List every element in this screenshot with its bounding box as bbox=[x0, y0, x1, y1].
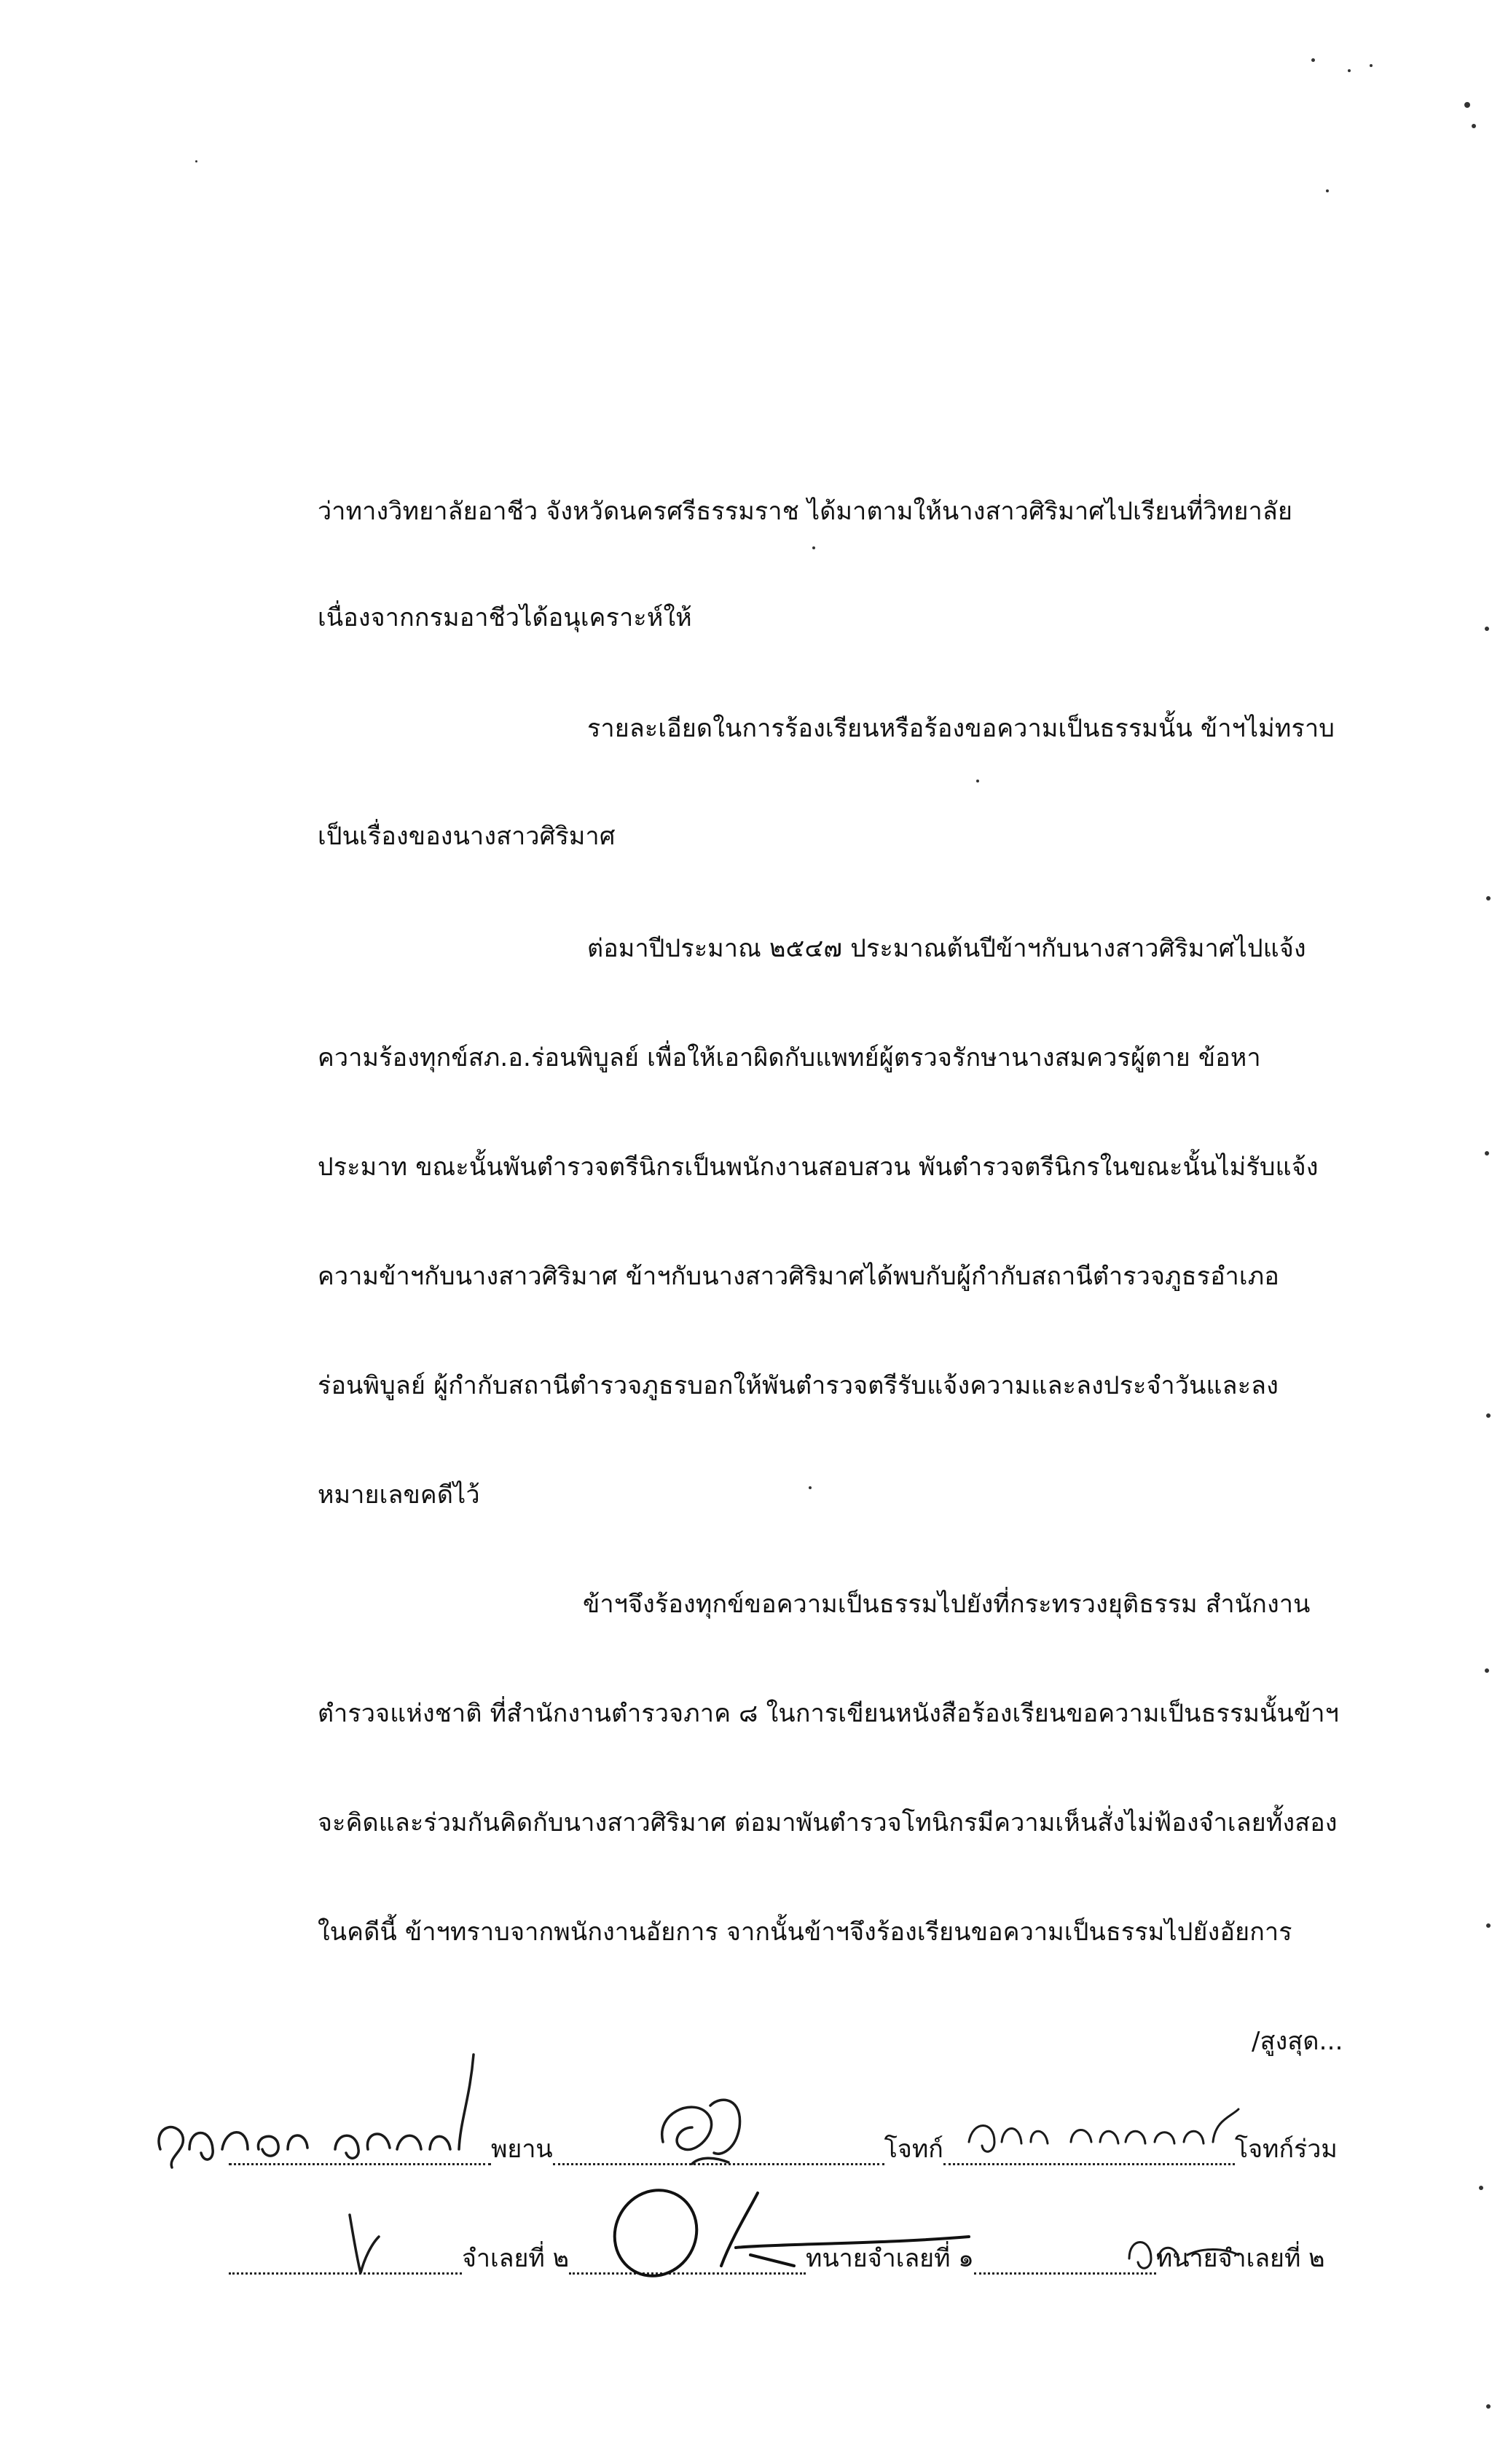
lawyer2-label: ทนายจำเลยที่ ๒ bbox=[1155, 2244, 1325, 2273]
body-line-2: เนื่องจากกรมอาชีวได้อนุเคราะห์ให้ bbox=[318, 603, 692, 632]
body-line-7: ประมาท ขณะนั้นพันตำรวจตรีนิกรเป็นพนักงานสอบสวน พันตำรวจตรีนิกรในขณะนั้นไม่รับแจ้ง bbox=[318, 1153, 1319, 1182]
plaintiff-label: โจทก์ bbox=[884, 2135, 943, 2164]
defendant2-handwritten-signature bbox=[321, 2200, 393, 2280]
body-line-11: ข้าฯจึงร้องทุกข์ขอความเป็นธรรมไปยังที่กระทรวงยุติธรรม สำนักงาน bbox=[583, 1590, 1311, 1619]
plaintiff-handwritten-signature bbox=[962, 2098, 1268, 2171]
co-plaintiff-label: โจทก์ร่วม bbox=[1234, 2135, 1338, 2164]
witness-handwritten-signature bbox=[146, 2040, 495, 2178]
lawyer1-handwritten-signature bbox=[605, 2178, 983, 2288]
lawyer2-handwritten-signature bbox=[1115, 2215, 1260, 2280]
witness2-handwritten-signature bbox=[641, 2084, 772, 2171]
body-line-10: หมายเลขคดีไว้ bbox=[318, 1480, 480, 1510]
body-line-8: ความข้าฯกับนางสาวศิริมาศ ข้าฯกับนางสาวศิริมาศได้พบกับผู้กำกับสถานีตำรวจภูธรอำเภอ bbox=[318, 1262, 1279, 1291]
lawyer1-label: ทนายจำเลยที่ ๑ bbox=[806, 2244, 974, 2273]
body-line-12: ตำรวจแห่งชาติ ที่สำนักงานตำรวจภาค ๘ ในการเขียนหนังสือร้องเรียนขอความเป็นธรรมนั้นข้าฯ bbox=[318, 1699, 1340, 1728]
body-line-9: ร่อนพิบูลย์ ผู้กำกับสถานีตำรวจภูธรบอกให้พันตำรวจตรีรับแจ้งความและลงประจำวันและลง bbox=[318, 1371, 1279, 1400]
defendant2-label: จำเลยที่ ๒ bbox=[462, 2244, 570, 2273]
body-line-1: ว่าทางวิทยาลัยอาชีว จังหวัดนครศรีธรรมราช ได้มาตามให้นางสาวศิริมาศไปเรียนที่วิทยาลัย bbox=[318, 497, 1293, 526]
body-line-6: ความร้องทุกข์สภ.อ.ร่อนพิบูลย์ เพื่อให้เอาผิดกับแพทย์ผู้ตรวจรักษานางสมควรผู้ตาย ข้อหา bbox=[318, 1043, 1261, 1072]
continuation-marker: /สูงสุด... bbox=[1252, 2027, 1343, 2056]
body-line-3: รายละเอียดในการร้องเรียนหรือร้องขอความเป็นธรรมนั้น ข้าฯไม่ทราบ bbox=[587, 714, 1335, 743]
body-line-4: เป็นเรื่องของนางสาวศิริมาศ bbox=[318, 822, 616, 851]
witness-label: พยาน bbox=[491, 2135, 553, 2164]
body-line-13: จะคิดและร่วมกันคิดกับนางสาวศิริมาศ ต่อมาพันตำรวจโทนิกรมีความเห็นสั่งไม่ฟ้องจำเลยทั้งสอง bbox=[318, 1808, 1338, 1837]
body-line-5: ต่อมาปีประมาณ ๒๕๔๗ ประมาณต้นปีข้าฯกับนางสาวศิริมาศไปแจ้ง bbox=[587, 934, 1306, 963]
body-line-14: ในคดีนี้ ข้าฯทราบจากพนักงานอัยการ จากนั้นข้าฯจึงร้องเรียนขอความเป็นธรรมไปยังอัยการ bbox=[318, 1918, 1292, 1947]
